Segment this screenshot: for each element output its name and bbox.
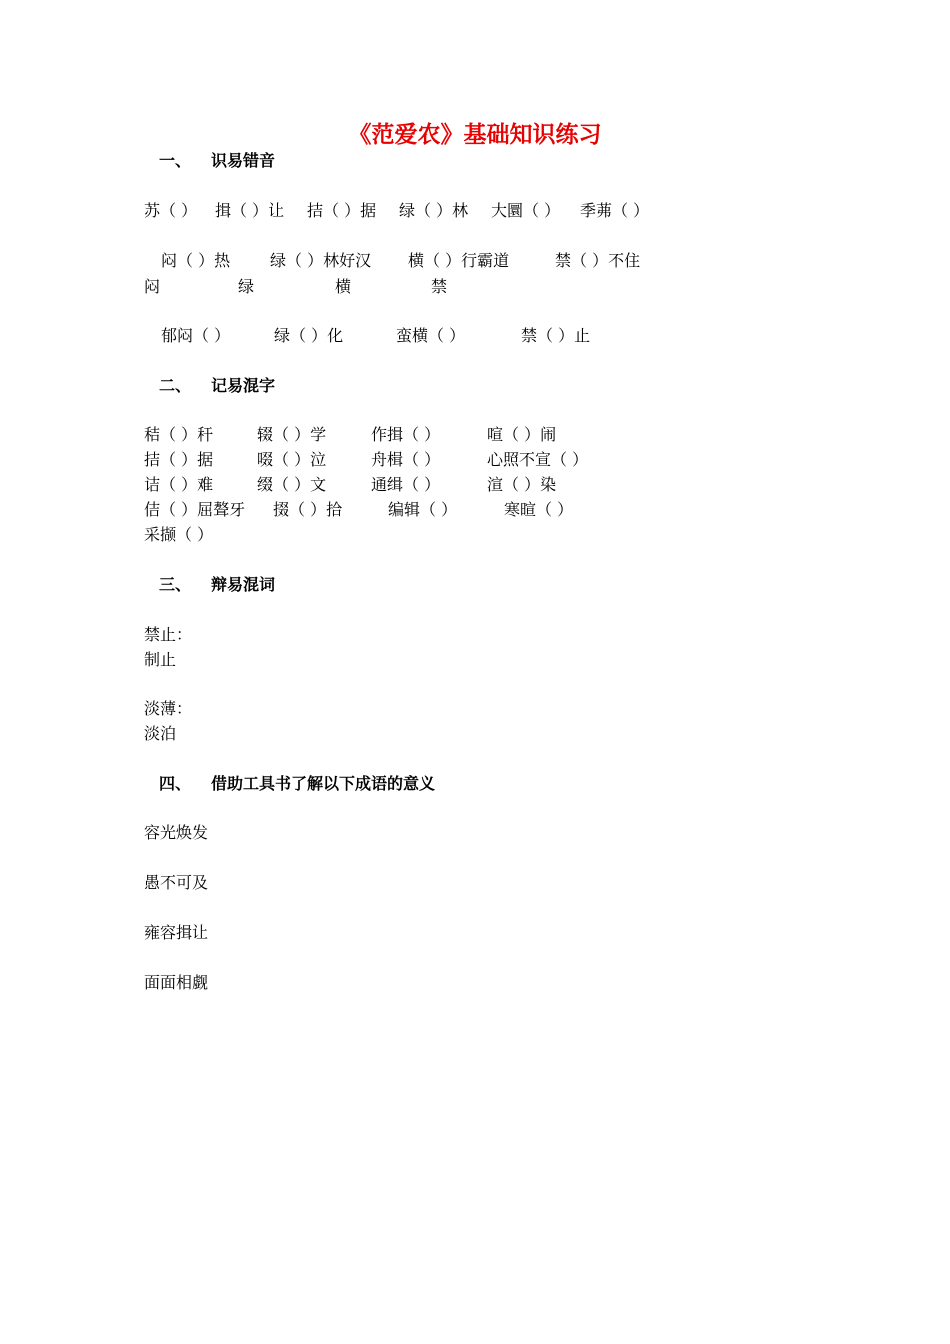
- char-item: 作揖（ ）: [371, 425, 441, 444]
- section-heading-2: [159, 375, 275, 397]
- pinyin-item: 绿（ ）林好汉: [270, 251, 372, 270]
- char-item: 秸（ ）秆: [144, 425, 214, 444]
- char-item: 拮（ ）据: [144, 450, 214, 469]
- section-number: 一、: [159, 151, 192, 170]
- pinyin-item: 大圜（ ）: [491, 201, 561, 220]
- section-heading-1: [159, 150, 275, 172]
- pinyin-item: 绿: [238, 277, 255, 296]
- pinyin-item: 禁（ ）不住: [555, 251, 641, 270]
- char-item: 辍（ ）学: [257, 425, 327, 444]
- char-item: 渲（ ）染: [487, 475, 557, 494]
- page-title: 《范爱农》基础知识练习: [348, 122, 602, 148]
- idiom-item: 容光焕发: [144, 823, 209, 842]
- section-number: 三、: [159, 575, 192, 594]
- word-item: 淡泊: [144, 724, 177, 743]
- char-item: 寒暄（ ）: [504, 500, 574, 519]
- section-label: 辩易混词: [211, 575, 276, 594]
- pinyin-item: 绿（ ）化: [274, 326, 344, 345]
- section-number: 二、: [159, 376, 192, 395]
- pinyin-item: 绿（ ）林: [399, 201, 469, 220]
- section-heading-4: [159, 773, 435, 795]
- pinyin-item: 苏（ ）: [144, 201, 198, 220]
- idiom-item: 雍容揖让: [144, 923, 209, 942]
- char-item: 佶（ ）屈聱牙: [144, 500, 246, 519]
- idiom-item: 愚不可及: [144, 873, 209, 892]
- char-item: 心照不宣（ ）: [487, 450, 589, 469]
- pinyin-item: 闷（ ）热: [161, 251, 231, 270]
- word-item: 淡薄：: [144, 699, 193, 718]
- section-label: 识易错音: [211, 151, 276, 170]
- char-item: 掇（ ）拾: [273, 500, 343, 519]
- section-heading-3: [159, 574, 275, 596]
- pinyin-item: 闷: [144, 277, 161, 296]
- section-label: 借助工具书了解以下成语的意义: [211, 774, 436, 793]
- word-item: 制止: [144, 650, 177, 669]
- char-item: 舟楫（ ）: [371, 450, 441, 469]
- char-item: 缀（ ）文: [257, 475, 327, 494]
- char-item: 编辑（ ）: [388, 500, 458, 519]
- pinyin-item: 横: [335, 277, 352, 296]
- pinyin-item: 揖（ ）让: [215, 201, 285, 220]
- pinyin-item: 拮（ ）据: [307, 201, 377, 220]
- pinyin-item: 郁闷（ ）: [161, 326, 231, 345]
- pinyin-item: 蛮横（ ）: [396, 326, 466, 345]
- section-label: 记易混字: [211, 376, 276, 395]
- pinyin-item: 横（ ）行霸道: [408, 251, 510, 270]
- char-item: 啜（ ）泣: [257, 450, 327, 469]
- char-item: 通缉（ ）: [371, 475, 441, 494]
- section-number: 四、: [159, 774, 192, 793]
- char-item: 诘（ ）难: [144, 475, 214, 494]
- word-item: 禁止：: [144, 625, 193, 644]
- pinyin-item: 禁: [431, 277, 448, 296]
- idiom-item: 面面相觑: [144, 973, 209, 992]
- char-item: 采撷（ ）: [144, 525, 214, 544]
- char-item: 喧（ ）闹: [487, 425, 557, 444]
- pinyin-item: 禁（ ）止: [521, 326, 591, 345]
- pinyin-item: 季茀（ ）: [580, 201, 650, 220]
